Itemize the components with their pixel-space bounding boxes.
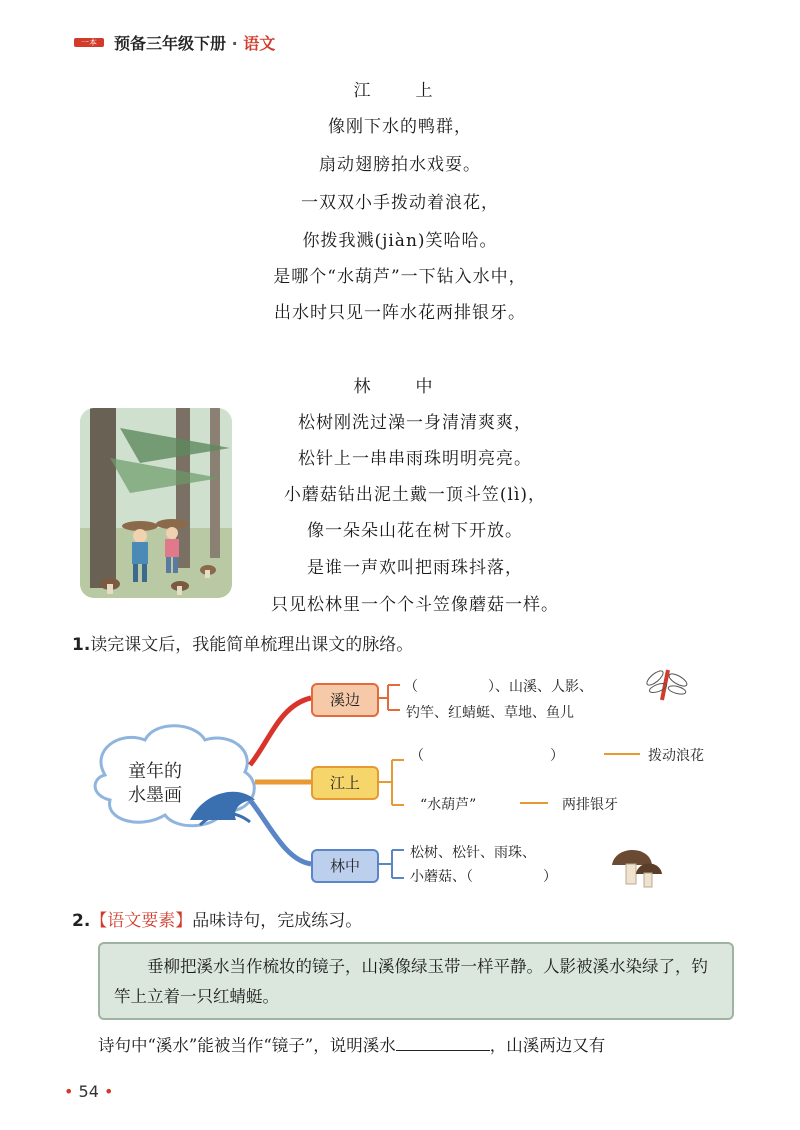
poem1-title: 江 上 [353, 81, 447, 101]
question-1 [72, 630, 413, 655]
question-number: 2. [72, 911, 91, 931]
poem1-line: 你拨我溅(jiàn)笑哈哈。 [302, 231, 498, 251]
branch-a-line1: （ ）、山溪、人影、 [404, 679, 593, 695]
mindmap-connectors [0, 660, 800, 900]
publisher-logo: 一本 [74, 38, 104, 47]
quote-text: 垂柳把溪水当作梳妆的镜子，山溪像绿玉带一样平静。人影被溪水染绿了，钓竿上立着一只红蜻蜓。 [114, 957, 708, 1006]
poem2-line: 小蘑菇钻出泥土戴一顶斗笠(lì)， [283, 485, 547, 505]
poem1-line: 是哪个“水葫芦”一下钻入水中， [273, 267, 527, 287]
page-number: • 54 • [64, 1082, 114, 1101]
branch-a-line2: 钓竿、红蜻蜓、草地、鱼儿 [406, 705, 574, 721]
branch-jiangshang: 江上 [311, 766, 379, 800]
book-header [114, 31, 275, 54]
question-text: 品味诗句，完成练习。 [192, 911, 363, 931]
poem1-line: 扇动翅膀拍水戏耍。 [319, 155, 481, 175]
poem2-line: 是谁一声欢叫把雨珠抖落， [307, 558, 523, 578]
dragonfly-icon [645, 669, 689, 700]
poem2-line: 像一朵朵山花在树下开放。 [307, 521, 523, 541]
branch-b-blank: （ ） [410, 748, 564, 764]
mushroom-icon [612, 850, 662, 887]
question-text: 读完课文后，我能简单梳理出课文的脉络。 [90, 635, 414, 655]
poem1-line: 一双双小手拨动着浪花， [301, 193, 499, 213]
question-number: 1. [72, 635, 91, 655]
exercise-prompt: 诗句中“溪水”能被当作“镜子”，说明溪水 ，山溪两边又有 [98, 1036, 606, 1055]
branch-b-item2: “水葫芦” [420, 797, 477, 813]
branch-b-result2: 两排银牙 [562, 797, 618, 813]
poem2-line: 松针上一串串雨珠明明亮亮。 [298, 449, 532, 469]
poem1-line: 出水时只见一阵水花两排银牙。 [274, 303, 526, 323]
answer-blank[interactable] [396, 1034, 490, 1051]
branch-linzhong: 林中 [311, 849, 379, 883]
branch-b-result1: 拨动浪花 [648, 748, 704, 764]
book-title: 预备三年级下册 [114, 34, 227, 53]
poem2-line: 松树刚洗过澡一身清清爽爽， [298, 413, 532, 433]
quote-passage [98, 942, 734, 1020]
poem2-title: 林 中 [353, 377, 447, 397]
question-2 [72, 906, 362, 931]
branch-c-line2: 小蘑菇、（ ） [410, 869, 557, 885]
branch-c-line1: 松树、松针、雨珠、 [410, 845, 536, 861]
subject-label: 语文 [243, 34, 276, 53]
poem2-line: 只见松林里一个个斗笠像蘑菇一样。 [271, 595, 559, 615]
poem1-line: 像刚下水的鸭群， [328, 117, 472, 137]
question-tag: 【语文要素】 [90, 911, 193, 931]
branch-xibian: 溪边 [311, 683, 379, 717]
forest-illustration [80, 408, 232, 598]
header-separator: · [231, 34, 238, 53]
mindmap-center: 童年的 水墨画 [128, 761, 182, 806]
